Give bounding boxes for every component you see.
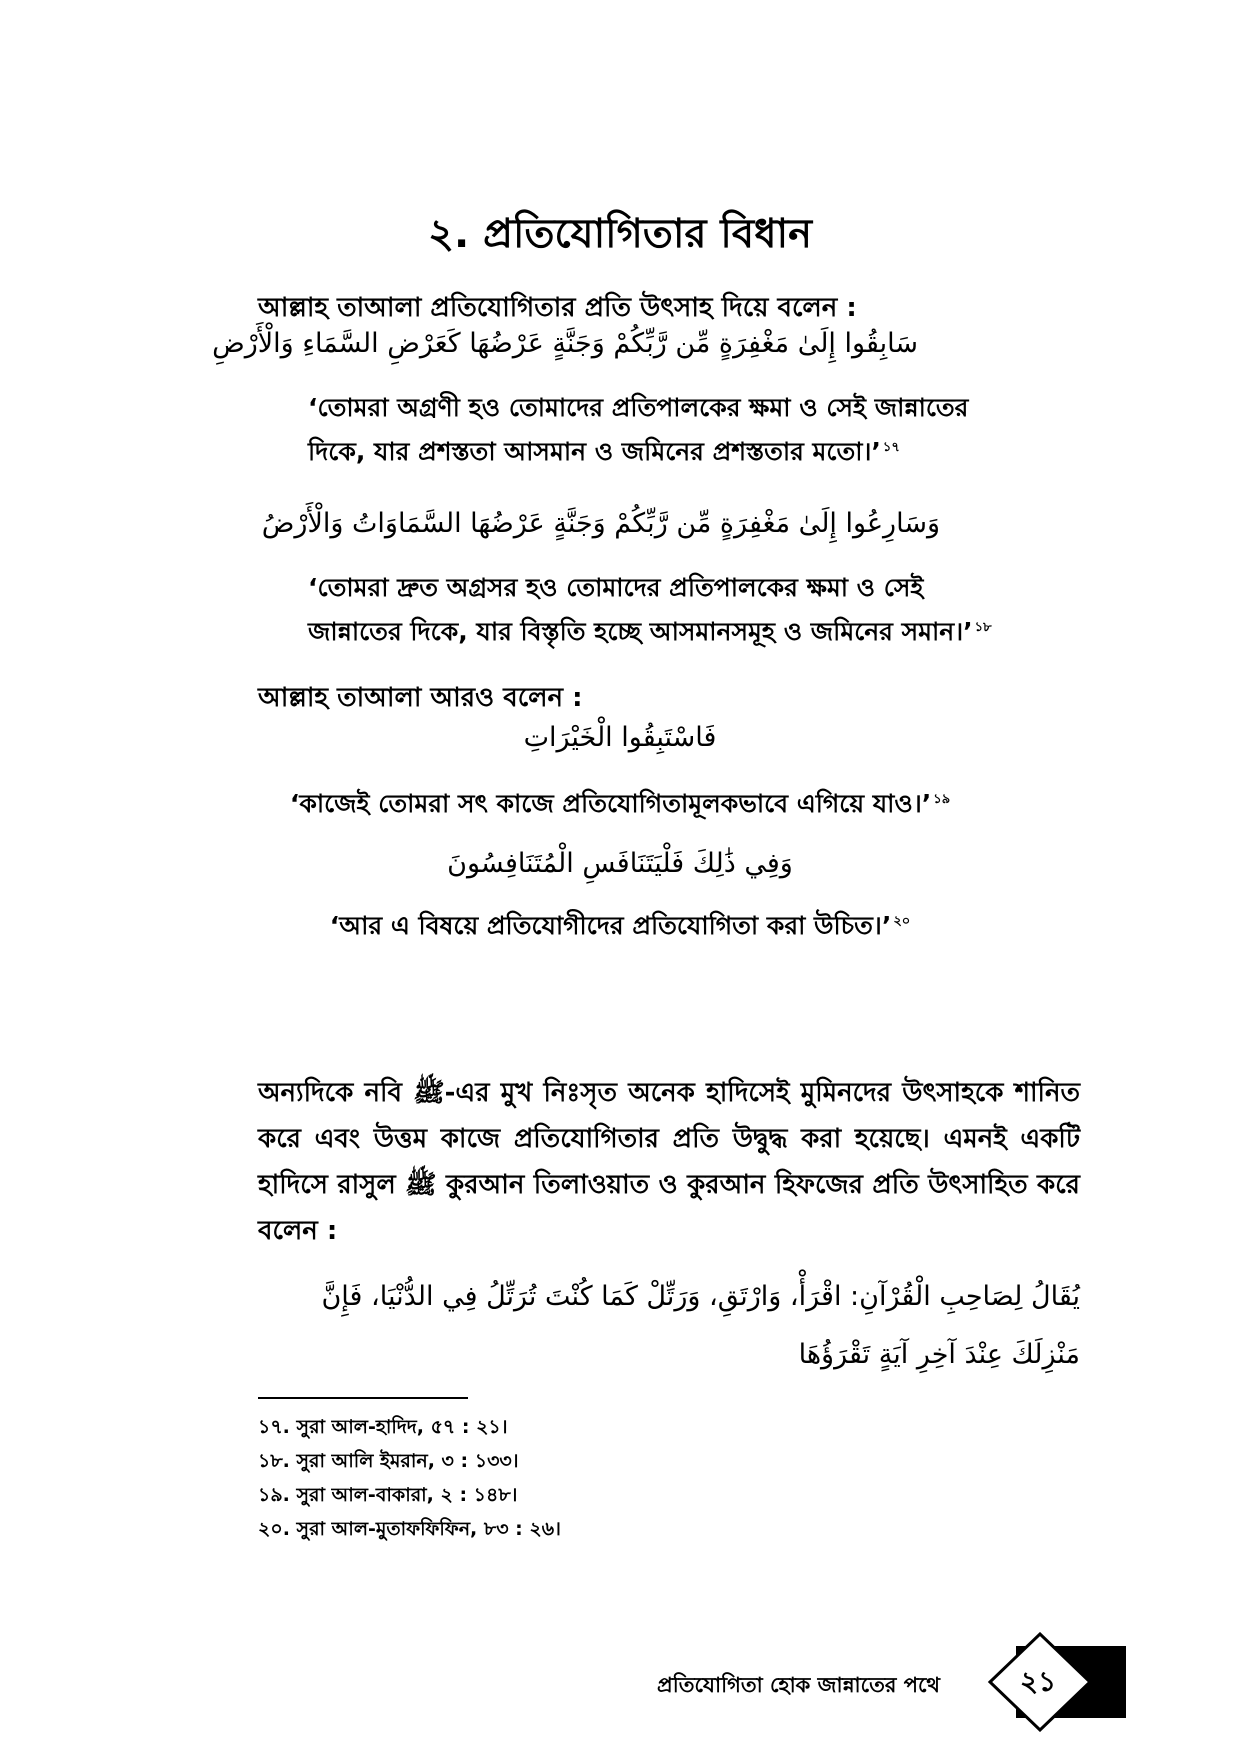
translation-quote-3: [0, 782, 1240, 826]
quote-4-text: ‘আর এ বিষয়ে প্রতিযোগীদের প্রতিযোগিতা করা উচিত।’: [329, 911, 892, 940]
footnotes: [258, 1410, 561, 1546]
page-number: ২১: [1019, 1665, 1057, 1698]
footnote-ref-20: ২০: [893, 913, 911, 929]
translation-quote-2: [308, 566, 1028, 654]
footnote-17: ১৭. সুরা আল-হাদিদ, ৫৭ : ২১।: [258, 1416, 508, 1438]
footnote-ref-17: ১৭: [882, 439, 900, 455]
footnote-divider: [258, 1397, 468, 1399]
body-paragraph: অন্যদিকে নবি ﷺ-এর মুখ নিঃসৃত অনেক হাদিসেই মুমিনদের উৎসাহকে শানিত করে এবং উত্তম কাজে প্রতিযোগিতার প্রতি উদ্বুদ্ধ করা হয়েছে। এমনই একটি হাদিসে রাসুল ﷺ কুরআন তিলাওয়াত ও কুরআন হিফজের প্রতি উৎসাহিত করে বলেন :: [258, 1078, 1081, 1246]
translation-quote-1: [308, 386, 1028, 474]
footnote-20: ২০. সুরা আল-মুতাফফিফিন, ৮৩ : ২৬।: [258, 1518, 561, 1540]
intro-text-2: আল্লাহ তাআলা আরও বলেন :: [258, 683, 583, 713]
footnote-18: ১৮. সুরা আলি ইমরান, ৩ : ১৩৩।: [258, 1450, 519, 1472]
footnote-ref-19: ১৯: [933, 791, 951, 807]
translation-quote-4: [0, 904, 1240, 948]
arabic-verse-2: وَسَارِعُوا إِلَىٰ مَغْفِرَةٍ مِّن رَّبِّكُمْ وَجَنَّةٍ عَرْضُهَا السَّمَاوَاتُ وَالْأَرْضُ: [261, 508, 940, 539]
arabic-verse-1: سَابِقُوا إِلَىٰ مَغْفِرَةٍ مِّن رَّبِّكُمْ وَجَنَّةٍ عَرْضُهَا كَعَرْضِ السَّمَاءِ وَالْأَرْضِ: [212, 328, 918, 359]
quote-3-text: ‘কাজেই তোমরা সৎ কাজে প্রতিযোগিতামূলকভাবে এগিয়ে যাও।’: [289, 789, 932, 818]
quote-2-line-2: জান্নাতের দিকে, যার বিস্তৃতি হচ্ছে আসমানসমূহ ও জমিনের সমান।’: [308, 617, 973, 646]
quote-2-line-1: ‘তোমরা দ্রুত অগ্রসর হও তোমাদের প্রতিপালকের ক্ষমা ও সেই: [308, 573, 924, 602]
footnote-ref-18: ১৮: [974, 619, 992, 635]
section-heading: ২. প্রতিযোগিতার বিধান: [428, 211, 812, 257]
arabic-verse-3: فَاسْتَبِقُوا الْخَيْرَاتِ: [523, 722, 717, 753]
footnote-19: ১৯. সুরা আল-বাকারা, ২ : ১৪৮।: [258, 1484, 518, 1506]
arabic-verse-4: وَفِي ذَٰلِكَ فَلْيَتَنَافَسِ الْمُتَنَافِسُونَ: [447, 848, 793, 879]
quote-1-line-2: দিকে, যার প্রশস্ততা আসমান ও জমিনের প্রশস্ততার মতো।’: [308, 437, 881, 466]
hadith-arabic: يُقَالُ لِصَاحِبِ الْقُرْآنِ: اقْرَأْ، وَارْتَقِ، وَرَتِّلْ كَمَا كُنْتَ تُرَتِّلُ فِي الدُّنْيَا، فَإِنَّ مَنْزِلَكَ عِنْدَ آخِرِ آيَةٍ تَقْرَؤُهَا: [321, 1281, 1080, 1370]
quote-1-line-1: ‘তোমরা অগ্রণী হও তোমাদের প্রতিপালকের ক্ষমা ও সেই জান্নাতের: [308, 393, 969, 422]
running-title: প্রতিযোগিতা হোক জান্নাতের পথে: [657, 1673, 940, 1697]
intro-text-1: আল্লাহ তাআলা প্রতিযোগিতার প্রতি উৎসাহ দিয়ে বলেন :: [258, 293, 857, 323]
